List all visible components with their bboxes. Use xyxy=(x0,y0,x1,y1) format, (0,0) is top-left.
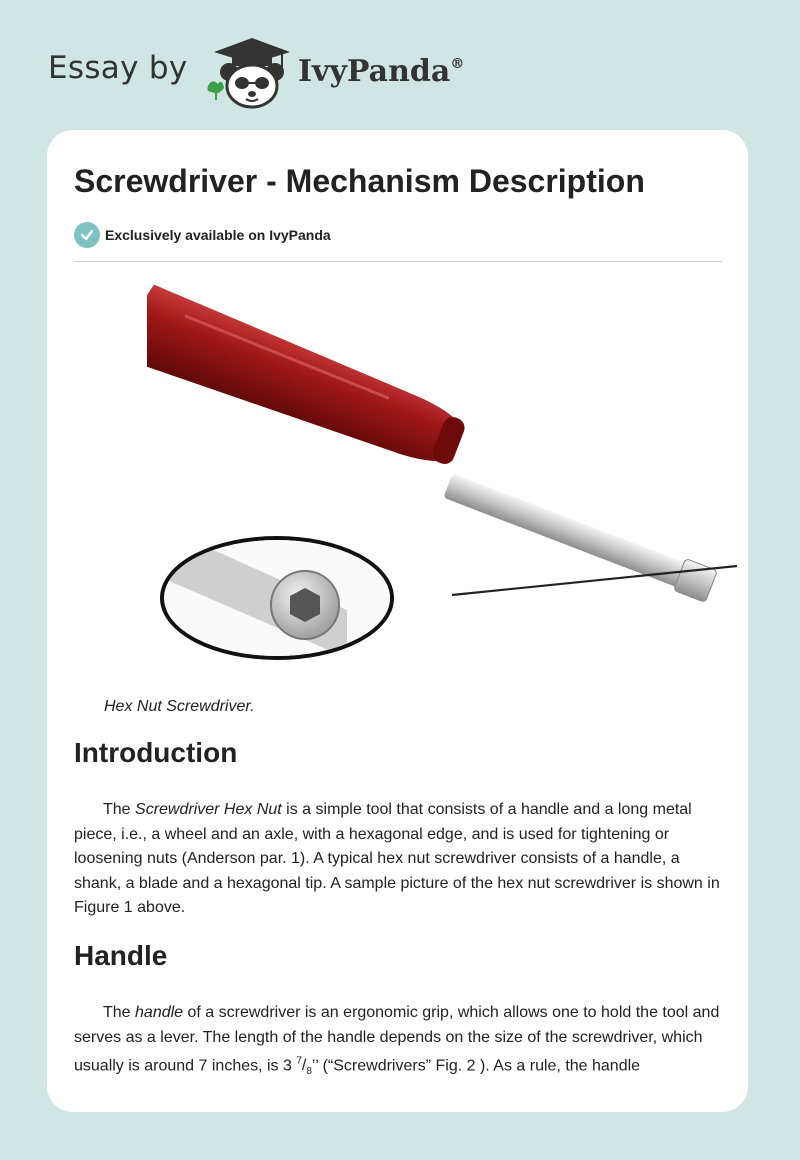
exclusive-badge xyxy=(74,222,331,248)
page-title: Screwdriver - Mechanism Description xyxy=(74,163,645,199)
brand-name[interactable]: IvyPanda® xyxy=(298,54,465,89)
panda-logo-icon[interactable] xyxy=(202,34,294,110)
section-heading-introduction: Introduction xyxy=(74,737,238,768)
check-icon xyxy=(74,222,100,248)
badge-label: Exclusively available on IvyPanda xyxy=(105,227,331,243)
paragraph-introduction: The Screwdriver Hex Nut is a simple tool that consists of a handle and a long metal piece, i.e., a wheel and an axle, with a hexagonal edge, and is used for tightening or loosening nuts (Anderson par. 1). A typical hex nut screwdriver consists of a handle, a shank, a blade and a hexagonal tip. A sample picture of the hex nut screwdriver is shown in Figure 1 above. xyxy=(74,801,720,916)
section-heading-handle: Handle xyxy=(74,940,168,971)
paragraph-handle: The handle of a screwdriver is an ergonomic grip, which allows one to hold the tool and serves as a lever. The length of the handle depends on the size of the screwdriver, which usually is around 7 inches, is 3 $^7/_8$’’ (“Screwdrivers” Fig. 2 ). As a rule, the handle xyxy=(74,1004,720,1078)
emphasis: Screwdriver Hex Nut xyxy=(135,801,282,818)
site-header xyxy=(48,34,548,114)
essay-by-label: Essay by xyxy=(48,50,188,86)
figure-caption: Hex Nut Screwdriver. xyxy=(104,698,255,715)
screwdriver-image xyxy=(147,280,737,670)
fraction: $^7/_8$ xyxy=(296,1056,312,1078)
article-card xyxy=(47,130,748,1112)
emphasis: handle xyxy=(135,1004,184,1021)
registered-mark: ® xyxy=(450,56,465,72)
ivy-leaf-icon xyxy=(208,81,225,100)
divider xyxy=(74,261,722,262)
